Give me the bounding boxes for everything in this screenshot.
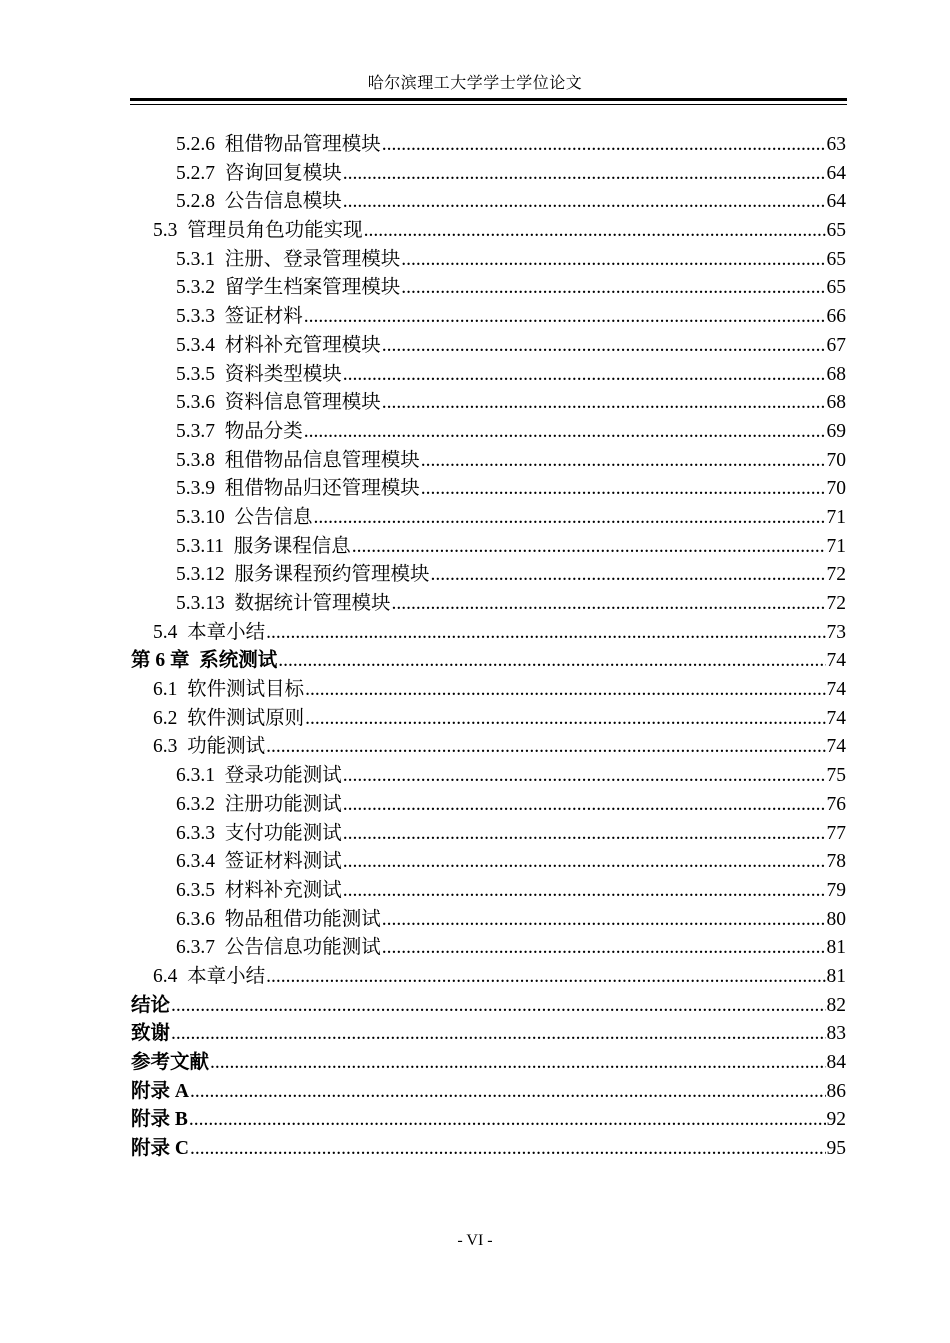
table-of-contents — [0, 131, 950, 1164]
toc-entry-page-number: 65 — [826, 220, 846, 242]
toc-entry-page-number: 75 — [826, 765, 846, 787]
toc-entry[interactable] — [0, 963, 950, 992]
running-header: 哈尔滨理工大学学士学位论文 — [367, 75, 583, 92]
toc-entry-page-number: 72 — [826, 564, 846, 586]
toc-entry-title: 结论 — [131, 994, 171, 1016]
toc-entry-title: 5.3.1 注册、登录管理模块 — [176, 248, 401, 270]
toc-dot-leader — [343, 877, 826, 906]
toc-entry-title: 附录 A — [131, 1080, 189, 1102]
toc-entry[interactable] — [0, 475, 950, 504]
toc-entry-page-number: 80 — [826, 908, 846, 930]
toc-entry-title: 6.3.2 注册功能测试 — [176, 793, 342, 815]
toc-entry[interactable] — [0, 1020, 950, 1049]
toc-dot-leader — [190, 1078, 826, 1107]
toc-dot-leader — [189, 1106, 826, 1135]
toc-entry-title: 5.3.3 签证材料 — [176, 306, 303, 328]
toc-entry-page-number: 76 — [826, 793, 846, 815]
toc-dot-leader — [401, 274, 825, 303]
toc-dot-leader — [431, 561, 826, 590]
toc-entry-title: 6.3 功能测试 — [153, 736, 266, 758]
toc-entry-title: 6.3.7 公告信息功能测试 — [176, 937, 381, 959]
header-rule-thin — [130, 104, 847, 105]
toc-entry-title: 5.2.8 公告信息模块 — [176, 191, 342, 213]
toc-entry-page-number: 65 — [826, 248, 846, 270]
toc-dot-leader — [190, 1135, 826, 1164]
toc-entry-title: 第 6 章 系统测试 — [131, 650, 278, 672]
toc-entry-page-number: 83 — [826, 1023, 846, 1045]
toc-entry-title: 6.2 软件测试原则 — [153, 707, 305, 729]
toc-dot-leader — [364, 217, 826, 246]
toc-entry-title: 5.2.7 咨询回复模块 — [176, 162, 342, 184]
toc-entry[interactable] — [0, 762, 950, 791]
toc-entry-page-number: 92 — [826, 1109, 846, 1131]
toc-dot-leader — [171, 1020, 825, 1049]
toc-dot-leader — [266, 963, 825, 992]
toc-entry-page-number: 81 — [826, 937, 846, 959]
toc-entry-title: 6.3.4 签证材料测试 — [176, 851, 342, 873]
toc-entry-page-number: 72 — [826, 593, 846, 614]
toc-dot-leader — [210, 1049, 825, 1078]
toc-entry-title: 5.3.10 公告信息 — [176, 506, 313, 528]
toc-entry-page-number: 74 — [826, 707, 846, 729]
toc-entry-title: 附录 B — [131, 1109, 188, 1131]
toc-dot-leader — [305, 705, 825, 734]
toc-entry[interactable] — [0, 619, 950, 648]
toc-entry[interactable] — [0, 906, 950, 935]
page-number: - VI - — [457, 1232, 493, 1249]
toc-entry[interactable] — [0, 561, 950, 590]
toc-entry[interactable] — [0, 877, 950, 906]
toc-entry-page-number: 77 — [826, 822, 846, 844]
toc-entry-title: 附录 C — [131, 1138, 189, 1160]
toc-entry-page-number: 68 — [826, 392, 846, 414]
toc-dot-leader — [266, 619, 825, 648]
toc-dot-leader — [343, 188, 826, 217]
toc-entry-page-number: 68 — [826, 363, 846, 385]
toc-entry-title: 5.3.4 材料补充管理模块 — [176, 334, 381, 356]
toc-dot-leader — [343, 848, 826, 877]
header-rule-thick — [130, 98, 847, 101]
toc-dot-leader — [382, 934, 826, 963]
toc-entry-page-number: 67 — [826, 334, 846, 356]
toc-entry[interactable] — [0, 447, 950, 476]
toc-dot-leader — [266, 733, 825, 762]
toc-dot-leader — [343, 361, 826, 390]
toc-entry-title: 5.4 本章小结 — [153, 621, 266, 643]
toc-entry[interactable] — [0, 188, 950, 217]
toc-entry[interactable] — [0, 418, 950, 447]
toc-dot-leader — [401, 246, 825, 275]
toc-entry[interactable] — [0, 533, 950, 562]
toc-entry-page-number: 73 — [826, 621, 846, 643]
toc-entry[interactable] — [0, 647, 950, 676]
toc-entry-page-number: 63 — [826, 134, 846, 155]
toc-entry-title: 5.3.5 资料类型模块 — [176, 363, 342, 385]
toc-dot-leader — [382, 389, 826, 418]
toc-dot-leader — [421, 475, 826, 504]
toc-entry[interactable] — [0, 934, 950, 963]
toc-entry-title: 6.3.3 支付功能测试 — [176, 822, 342, 844]
toc-entry[interactable] — [0, 303, 950, 332]
toc-entry[interactable] — [0, 160, 950, 189]
toc-dot-leader — [382, 131, 826, 160]
toc-entry[interactable] — [0, 1106, 950, 1135]
toc-entry-title: 5.3 管理员角色功能实现 — [153, 220, 363, 242]
toc-entry[interactable] — [0, 246, 950, 275]
toc-entry-page-number: 64 — [826, 191, 846, 213]
toc-entry-page-number: 70 — [826, 449, 846, 471]
toc-entry-title: 5.3.9 租借物品归还管理模块 — [176, 478, 420, 500]
toc-dot-leader — [392, 590, 826, 619]
toc-dot-leader — [343, 762, 826, 791]
toc-entry[interactable] — [0, 1049, 950, 1078]
toc-entry-title: 6.4 本章小结 — [153, 965, 266, 987]
toc-entry-title: 5.3.13 数据统计管理模块 — [176, 593, 391, 614]
toc-entry[interactable] — [0, 131, 950, 160]
toc-entry-page-number: 86 — [826, 1080, 846, 1102]
toc-entry-title: 5.3.11 服务课程信息 — [176, 535, 351, 557]
toc-dot-leader — [382, 906, 826, 935]
toc-dot-leader — [171, 992, 825, 1021]
toc-dot-leader — [304, 303, 826, 332]
toc-entry-title: 6.3.6 物品租借功能测试 — [176, 908, 381, 930]
toc-entry-title: 6.1 软件测试目标 — [153, 679, 305, 701]
toc-entry-page-number: 78 — [826, 851, 846, 873]
toc-entry-page-number: 95 — [826, 1138, 846, 1160]
toc-entry[interactable] — [0, 992, 950, 1021]
toc-dot-leader — [343, 160, 826, 189]
toc-entry[interactable] — [0, 791, 950, 820]
toc-entry-title: 5.2.6 租借物品管理模块 — [176, 134, 381, 155]
toc-entry[interactable] — [0, 1078, 950, 1107]
toc-entry-page-number: 66 — [826, 306, 846, 328]
toc-dot-leader — [343, 820, 826, 849]
toc-entry-title: 5.3.2 留学生档案管理模块 — [176, 277, 401, 299]
toc-entry[interactable] — [0, 733, 950, 762]
toc-entry-title: 致谢 — [131, 1023, 171, 1045]
toc-entry-page-number: 82 — [826, 994, 846, 1016]
toc-entry-title: 5.3.7 物品分类 — [176, 420, 303, 442]
toc-dot-leader — [382, 332, 826, 361]
toc-entry-title: 5.3.8 租借物品信息管理模块 — [176, 449, 420, 471]
toc-entry[interactable] — [0, 389, 950, 418]
toc-entry[interactable] — [0, 332, 950, 361]
toc-dot-leader — [421, 447, 826, 476]
toc-entry[interactable] — [0, 590, 950, 619]
toc-dot-leader — [278, 647, 825, 676]
toc-entry-page-number: 81 — [826, 965, 846, 987]
toc-dot-leader — [352, 533, 826, 562]
toc-dot-leader — [304, 418, 826, 447]
toc-entry[interactable] — [0, 361, 950, 390]
toc-entry-page-number: 79 — [826, 879, 846, 901]
toc-dot-leader — [314, 504, 826, 533]
toc-entry[interactable] — [0, 705, 950, 734]
toc-dot-leader — [343, 791, 826, 820]
toc-entry-page-number: 64 — [826, 162, 846, 184]
toc-entry-page-number: 84 — [826, 1052, 846, 1073]
toc-entry[interactable] — [0, 274, 950, 303]
toc-entry[interactable] — [0, 820, 950, 849]
toc-entry-page-number: 71 — [826, 506, 846, 528]
toc-entry[interactable] — [0, 848, 950, 877]
toc-dot-leader — [305, 676, 825, 705]
toc-entry[interactable] — [0, 217, 950, 246]
toc-entry[interactable] — [0, 504, 950, 533]
toc-entry[interactable] — [0, 676, 950, 705]
toc-entry-page-number: 69 — [826, 420, 846, 442]
toc-entry-page-number: 70 — [826, 478, 846, 500]
toc-entry-title: 6.3.5 材料补充测试 — [176, 879, 342, 901]
toc-entry-page-number: 74 — [826, 736, 846, 758]
toc-entry-page-number: 74 — [826, 679, 846, 701]
toc-entry-title: 5.3.12 服务课程预约管理模块 — [176, 564, 430, 586]
toc-entry-page-number: 74 — [826, 650, 846, 672]
toc-entry-title: 5.3.6 资料信息管理模块 — [176, 392, 381, 414]
toc-entry[interactable] — [0, 1135, 950, 1164]
toc-entry-title: 参考文献 — [131, 1052, 210, 1073]
toc-entry-title: 6.3.1 登录功能测试 — [176, 765, 342, 787]
toc-entry-page-number: 71 — [826, 535, 846, 557]
toc-entry-page-number: 65 — [826, 277, 846, 299]
